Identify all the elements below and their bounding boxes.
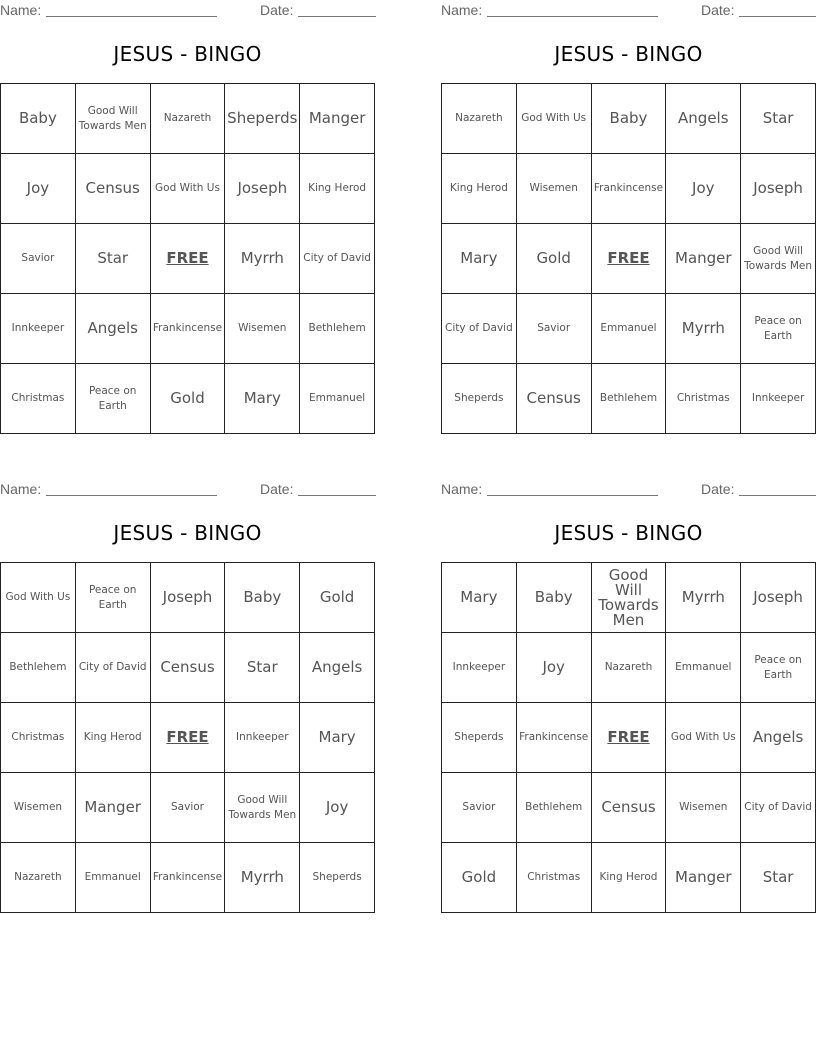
bingo-cell: Joy [517,633,592,703]
bingo-cell: Emmanuel [300,364,375,434]
bingo-cell: City of David [300,224,375,294]
free-space-cell: FREE [151,703,226,773]
name-date-row [441,481,816,499]
bingo-cell: Joy [300,773,375,843]
bingo-cell: Frankincense [517,703,592,773]
date-label: Date: [260,2,294,18]
name-date-row [0,2,376,20]
name-blank-line [487,16,658,17]
bingo-cell: Peace on Earth [76,364,151,434]
bingo-cell: Myrrh [666,563,741,633]
bingo-card [441,0,816,440]
bingo-cell: Joseph [151,563,226,633]
bingo-cell: Joseph [225,154,300,224]
bingo-cell: Baby [1,84,76,154]
card-title: JESUS - BINGO [554,42,703,66]
bingo-cell: Joseph [741,563,816,633]
card-title: JESUS - BINGO [113,521,262,545]
bingo-cell: Bethlehem [300,294,375,364]
bingo-cell: Peace on Earth [741,294,816,364]
name-label: Name: [0,481,42,497]
name-label: Name: [441,2,483,18]
date-label: Date: [701,481,735,497]
bingo-cell: Christmas [1,703,76,773]
bingo-cell: Gold [151,364,226,434]
bingo-cell: Peace on Earth [76,563,151,633]
bingo-grid [441,83,816,434]
bingo-cell: Myrrh [225,224,300,294]
bingo-cell: Christmas [666,364,741,434]
bingo-cell: Manger [666,843,741,913]
bingo-cell: Baby [225,563,300,633]
bingo-cell: King Herod [300,154,375,224]
bingo-cell: Star [741,843,816,913]
bingo-cell: Innkeeper [225,703,300,773]
bingo-cell: Savior [517,294,592,364]
bingo-cell: Good Will Towards Men [592,563,667,633]
bingo-cell: Savior [1,224,76,294]
bingo-cell: Frankincense [592,154,667,224]
bingo-card [441,479,816,919]
bingo-cell: King Herod [592,843,667,913]
bingo-cell: Nazareth [151,84,226,154]
bingo-cell: Joy [666,154,741,224]
bingo-cell: Census [517,364,592,434]
bingo-cell: Sheperds [300,843,375,913]
bingo-cell: Sheperds [225,84,300,154]
bingo-cell: Gold [442,843,517,913]
bingo-cell: Savior [442,773,517,843]
card-title: JESUS - BINGO [554,521,703,545]
bingo-cell: Angels [666,84,741,154]
bingo-cell: Innkeeper [741,364,816,434]
bingo-cell: Nazareth [1,843,76,913]
bingo-cell: City of David [741,773,816,843]
bingo-cell: Bethlehem [592,364,667,434]
bingo-grid [441,562,816,913]
bingo-grid [0,562,375,913]
bingo-cell: Mary [442,224,517,294]
bingo-cell: Star [741,84,816,154]
date-blank-line [739,495,816,496]
bingo-cell: Joy [1,154,76,224]
bingo-cell: Good Will Towards Men [225,773,300,843]
bingo-cell: Frankincense [151,843,226,913]
bingo-cell: Emmanuel [592,294,667,364]
date-label: Date: [701,2,735,18]
bingo-cell: Frankincense [151,294,226,364]
bingo-cell: Nazareth [592,633,667,703]
bingo-cell: City of David [442,294,517,364]
bingo-cell: God With Us [666,703,741,773]
bingo-cell: Bethlehem [517,773,592,843]
bingo-cell: Wisemen [225,294,300,364]
bingo-cell: Manger [666,224,741,294]
bingo-cell: God With Us [1,563,76,633]
bingo-cell: Sheperds [442,703,517,773]
bingo-card [0,479,375,919]
bingo-cell: God With Us [151,154,226,224]
bingo-cell: Sheperds [442,364,517,434]
name-blank-line [487,495,658,496]
bingo-cell: Peace on Earth [741,633,816,703]
bingo-cell: Gold [300,563,375,633]
bingo-cell: Angels [300,633,375,703]
bingo-cell: Census [76,154,151,224]
bingo-cell: Star [225,633,300,703]
bingo-cell: Savior [151,773,226,843]
name-blank-line [46,16,217,17]
bingo-cell: Emmanuel [666,633,741,703]
bingo-cell: Good Will Towards Men [76,84,151,154]
bingo-cell: Gold [517,224,592,294]
date-label: Date: [260,481,294,497]
name-date-row [0,481,376,499]
date-blank-line [298,495,376,496]
bingo-cell: Manger [76,773,151,843]
bingo-grid [0,83,375,434]
bingo-cell: Baby [592,84,667,154]
bingo-cell: City of David [76,633,151,703]
bingo-card [0,0,375,440]
free-space-cell: FREE [592,224,667,294]
date-blank-line [298,16,376,17]
bingo-cell: Myrrh [666,294,741,364]
bingo-cell: Wisemen [666,773,741,843]
name-blank-line [46,495,217,496]
bingo-cell: Baby [517,563,592,633]
bingo-cell: Emmanuel [76,843,151,913]
bingo-cell: Wisemen [1,773,76,843]
bingo-cell: Innkeeper [1,294,76,364]
bingo-cell: Mary [300,703,375,773]
name-date-row [441,2,816,20]
bingo-cell: Angels [741,703,816,773]
bingo-cell: Myrrh [225,843,300,913]
bingo-cell: Census [592,773,667,843]
name-label: Name: [441,481,483,497]
bingo-cell: Joseph [741,154,816,224]
bingo-cell: Census [151,633,226,703]
bingo-cell: Innkeeper [442,633,517,703]
name-label: Name: [0,2,42,18]
bingo-cell: Star [76,224,151,294]
bingo-cell: King Herod [76,703,151,773]
bingo-cell: Manger [300,84,375,154]
free-space-cell: FREE [151,224,226,294]
bingo-cell: Christmas [1,364,76,434]
bingo-cell: God With Us [517,84,592,154]
bingo-cell: Good Will Towards Men [741,224,816,294]
free-space-cell: FREE [592,703,667,773]
date-blank-line [739,16,816,17]
bingo-cell: Nazareth [442,84,517,154]
bingo-cell: Wisemen [517,154,592,224]
card-title: JESUS - BINGO [113,42,262,66]
bingo-cell: Christmas [517,843,592,913]
bingo-cell: Mary [225,364,300,434]
bingo-cell: Angels [76,294,151,364]
bingo-cell: Bethlehem [1,633,76,703]
bingo-cell: King Herod [442,154,517,224]
bingo-cell: Mary [442,563,517,633]
